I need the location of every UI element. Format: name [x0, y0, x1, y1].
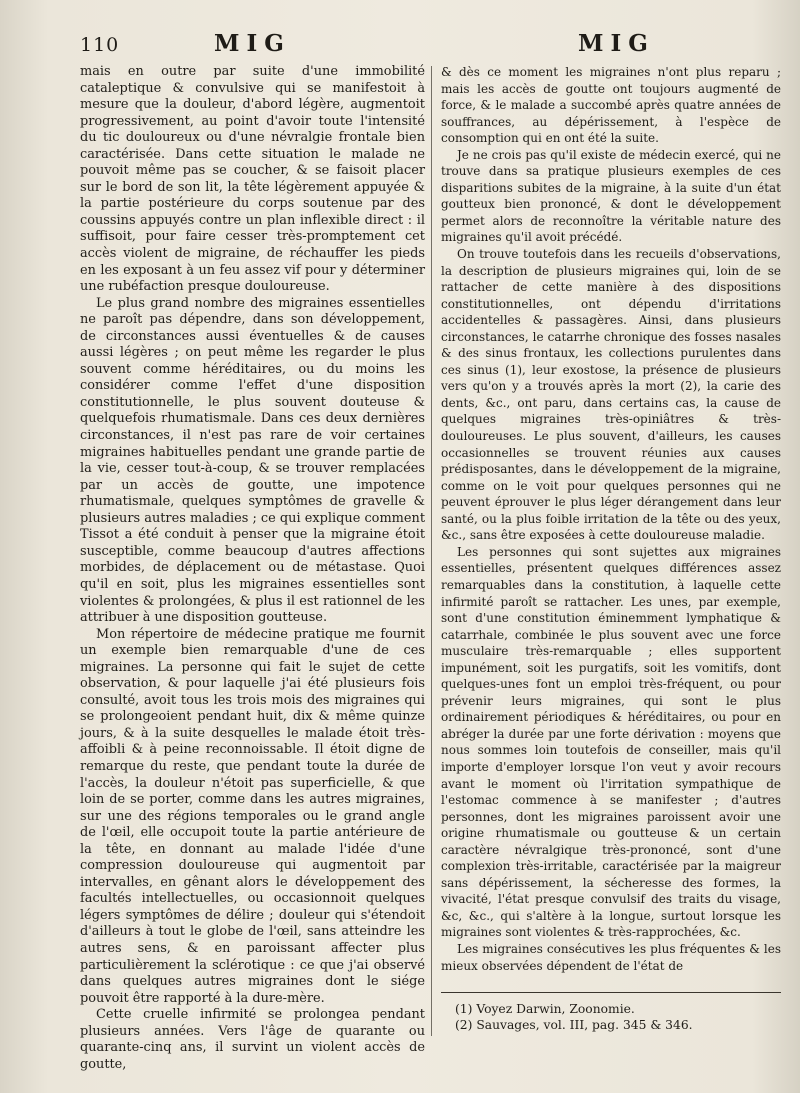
page-header [0, 30, 800, 60]
right-column [441, 64, 781, 974]
page-number: 110 [80, 34, 120, 56]
paragraph: Cette cruelle infirmité se prolongea pendant plusieurs années. Vers l'âge de quarante ou quarante-cinq ans, il survint un violent accès de goutte, [80, 1007, 425, 1072]
paragraph: Les personnes qui sont sujettes aux migraines essentielles, présentent quelques différences assez remarquables dans la constitution, à laquelle cette infirmité paroît se rattacher. Les unes, par exemple, sont d'une constitution éminemment lymphatique & catarrhale, combinée le plus souvent avec une force musculaire très-remarquable ; elles supportent impunément, soit les purgatifs, soit les vomitifs, dont quelques-unes font un emploi très-fréquent, ou pour prévenir leurs migraines, qui sont le plus ordinairement périodiques & héréditaires, ou pour en abréger la durée par une forte dérivation : moyens que nous sommes loin toutefois de conseiller, mais qu'il importe d'employer lorsque l'on veut y avoir recours avant le moment où l'irritation sympathique de l'estomac commence à se manifester ; d'autres personnes, dont les migraines paroissent avoir une origine rhumatismale ou goutteuse & un certain caractère névralgique très-prononcé, sont d'une complexion très-irritable, caractérisée par la maigreur sans dépérissement, la sécheresse des formes, la vivacité, l'état presque convulsif des traits du visage, &c, &c., qui s'altère à la longue, surtout lorsque les migraines sont violentes & très-rapprochées, &c. [441, 544, 781, 940]
paragraph: Le plus grand nombre des migraines essentielles ne paroît pas dépendre, dans son développement, de circonstances aussi éventuelles & de causes aussi légères ; on peut même les regarder le plus souvent comme héréditaires, ou du moins les considérer comme l'effet d'une disposition constitutionnelle, le plus souvent douteuse & quelquefois rhumatismale. Dans ces deux dernières circonstances, il n'est pas rare de voir certaines migraines habituelles pendant une grande partie de la vie, cesser tout-à-coup, & se trouver remplacées par un accès de goutte, une impotence rhumatismale, quelques symptômes de gravelle & plusieurs autres maladies ; ce qui explique comment Tissot a été conduit à penser que la migraine étoit susceptible, comme beaucoup d'autres affections morbides, de déplacement ou de métastase. Quoi qu'il en soit, plus les migraines essentielles sont violentes & prolongées, & plus il est rationnel de les attribuer à une disposition goutteuse. [80, 295, 425, 626]
footnote: (1) Voyez Darwin, Zoonomie. [455, 1002, 635, 1016]
paragraph: & dès ce moment les migraines n'ont plus reparu ; mais les accès de goutte ont toujours augmenté de force, & le malade a succombé après quatre années de souffrances, au dépérissement, à l'espèce de consomption qui en ont été la suite. [441, 65, 781, 146]
column-divider [431, 66, 432, 1036]
footnotes [441, 992, 781, 1033]
paragraph: Je ne crois pas qu'il existe de médecin exercé, qui ne trouve dans sa pratique plusieurs exemples de ces disparitions subites de la migraine, à la suite d'un état goutteux bien prononcé, & dont le développement permet alors de reconnoître la véritable nature des migraines qu'il avoit précédé. [441, 147, 781, 245]
paragraph: Les migraines consécutives les plus fréquentes & les mieux observées dépendent de l'état de [441, 941, 781, 973]
running-head-right: MIG [578, 30, 655, 57]
left-column [80, 64, 425, 1073]
footnote: (2) Sauvages, vol. III, pag. 345 & 346. [455, 1018, 693, 1032]
running-head-left: MIG [214, 30, 291, 57]
paragraph: On trouve toutefois dans les recueils d'observations, la description de plusieurs migraines qui, loin de se rattacher de cette manière à des dispositions constitutionnelles, ont dépendu d'irritations accidentelles & passagères. Ainsi, dans plusieurs circonstances, le catarrhe chronique des fosses nasales & des sinus frontaux, les collections purulentes dans ces sinus (1), leur exostose, la présence de plusieurs vers qu'on y a trouvés après la mort (2), la carie des dents, &c., ont paru, dans certains cas, la cause de quelques migraines très-opiniâtres & très-douloureuses. Le plus souvent, d'ailleurs, les causes occasionnelles se trouvent réunies aux causes prédisposantes, dans le développement de la migraine, comme on le voit pour quelques personnes qui ne peuvent éprouver le plus léger dérangement dans leur santé, ou la plus foible irritation de la tête ou des yeux, &c., sans être exposées à cette douloureuse maladie. [441, 247, 781, 543]
paragraph: mais en outre par suite d'une immobilité cataleptique & convulsive qui se manifestoit à mesure que la douleur, d'abord légère, augmentoit progressivement, au point d'avoir toute l'intensité du tic douloureux ou d'une névralgie frontale bien caractérisée. Dans cette situation le malade ne pouvoit même pas se coucher, & se faisoit placer sur le bord de son lit, la tête légèrement appuyée & la partie postérieure du corps soutenue par des coussins appuyés contre un plan inflexible direct : il suffisoit, pour faire cesser très-promptement cet accès violent de migraine, de réchauffer les pieds en les exposant à un feu assez vif pour y déterminer une rubéfaction presque douloureuse. [80, 64, 425, 295]
paragraph: Mon répertoire de médecine pratique me fournit un exemple bien remarquable d'une de ces migraines. La personne qui fait le sujet de cette observation, & pour laquelle j'ai été plusieurs fois consulté, avoit tous les trois mois des migraines qui se prolongeoient pendant huit, dix & même quinze jours, & à la suite desquelles le malade étoit très-affoibli & à peine reconnoissable. Il étoit digne de remarque du reste, que pendant toute la durée de l'accès, la douleur n'étoit pas superficielle, & que loin de se porter, comme dans les autres migraines, sur une des régions temporales ou le grand angle de l'œil, elle occupoit toute la partie antérieure de la tête, en donnant au malade l'idée d'une compression douloureuse qui augmentoit par intervalles, en gênant alors le développement des facultés intellectuelles, ou occasionnoit quelques légers symptômes de délire ; douleur qui s'étendoit d'ailleurs à tout le globe de l'œil, sans atteindre les autres sens, & en paroissant affecter plus particulièrement la sclérotique : ce que j'ai observé dans quelques autres migraines dont le siége pouvoit être rapporté à la dure-mère. [80, 626, 425, 1006]
